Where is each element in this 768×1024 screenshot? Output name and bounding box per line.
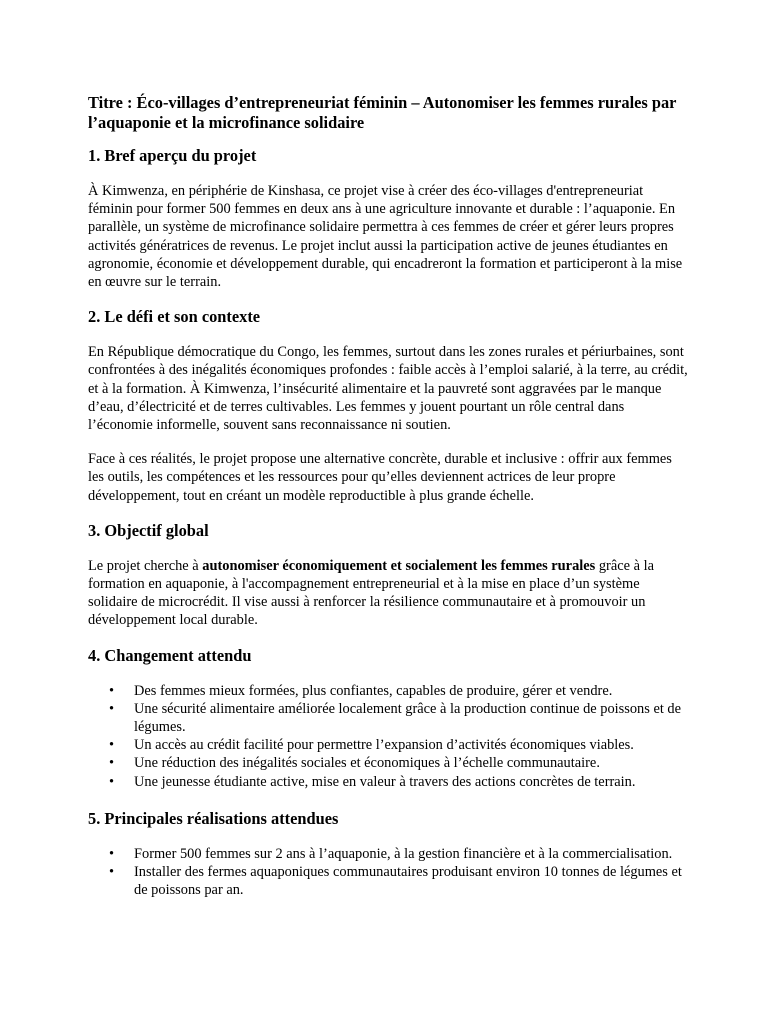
bullet-icon: •: [109, 773, 115, 790]
section-heading-defi: 2. Le défi et son contexte: [88, 307, 261, 327]
section-heading-apercu: 1. Bref aperçu du projet: [88, 146, 257, 165]
bullet-icon: •: [109, 737, 115, 754]
list-item: • Un accès au crédit facilité pour permettre l’expansion d’activités économiques viables.: [109, 737, 634, 754]
bullet-list: [88, 845, 688, 900]
section-paragraph: Face à ces réalités, le projet propose une alternative concrète, durable et inclusive : offrir aux femmes les outils, les compétences et les ressources pour qu’elles deviennent actrices de leur propre développement, tout en créant un modèle reproductible à plus grande échelle.: [88, 451, 672, 504]
section-heading-changement: 4. Changement attendu: [88, 645, 252, 665]
section-paragraph: À Kimwenza, en périphérie de Kinshasa, ce projet vise à créer des éco-villages d'entrepreneuriat féminin pour former 500 femmes en deux ans à une agriculture innovante et durable : l’aquaponie. En parallèle, un système de microfinance solidaire permettra à ces femmes de créer et gérer leurs propres activités génératrices de revenus. Le projet inclut aussi la participation active de jeunes étudiantes en agronomie, économie et développement durable, qui encadreront la formation et participeront à la mise en œuvre sur le terrain.: [88, 183, 683, 291]
document-page: [88, 93, 688, 917]
paragraph-text: grâce à la formation en aquaponie, à l'accompagnement entrepreneurial et à la mise en place d’un système solidaire de microcrédit. Il vise aussi à renforcer la résilience communautaire et à promouvoir un développement local durable.: [88, 557, 654, 629]
bullet-icon: •: [109, 755, 115, 772]
section-paragraph: [88, 557, 688, 630]
list-item: • Une jeunesse étudiante active, mise en valeur à travers des actions concrètes de terrain.: [109, 773, 636, 790]
list-item: • Installer des fermes aquaponiques communautaires produisant environ 10 tonnes de légumes et de poissons par an.: [109, 864, 682, 899]
list-item: • Former 500 femmes sur 2 ans à l’aquaponie, à la gestion financière et à la commercialisation.: [109, 845, 673, 862]
bullet-list: [88, 682, 688, 791]
bullet-icon: •: [109, 845, 115, 862]
section-heading-realisations: 5. Principales réalisations attendues: [88, 808, 339, 828]
bullet-icon: •: [109, 700, 115, 717]
list-item: • Des femmes mieux formées, plus confiantes, capables de produire, gérer et vendre.: [109, 682, 613, 699]
document-title: Titre : Éco-villages d’entrepreneuriat féminin – Autonomiser les femmes rurales par l’aquaponie et la microfinance solidaire: [88, 93, 677, 132]
bullet-icon: •: [109, 682, 115, 699]
bullet-icon: •: [109, 864, 115, 881]
list-item: • Une sécurité alimentaire améliorée localement grâce à la production continue de poissons et de légumes.: [109, 700, 682, 736]
paragraph-text: Le projet cherche à: [88, 557, 203, 574]
section-heading-objectif: 3. Objectif global: [88, 520, 209, 540]
section-paragraph: En République démocratique du Congo, les femmes, surtout dans les zones rurales et périurbaines, sont confrontées à des inégalités économiques profondes : faible accès à l’emploi salarié, à la terre, au crédit, et à la formation. À Kimwenza, l’insécurité alimentaire et la pauvreté sont aggravées par le manque d’eau, d’électricité et de terres cultivables. Les femmes y jouent pourtant un rôle central dans l’économie informelle, souvent sans reconnaissance ni soutien.: [88, 344, 688, 434]
paragraph-bold-text: autonomiser économiquement et socialement les femmes rurales: [202, 557, 596, 574]
list-item: • Une réduction des inégalités sociales et économiques à l’échelle communautaire.: [109, 755, 600, 772]
